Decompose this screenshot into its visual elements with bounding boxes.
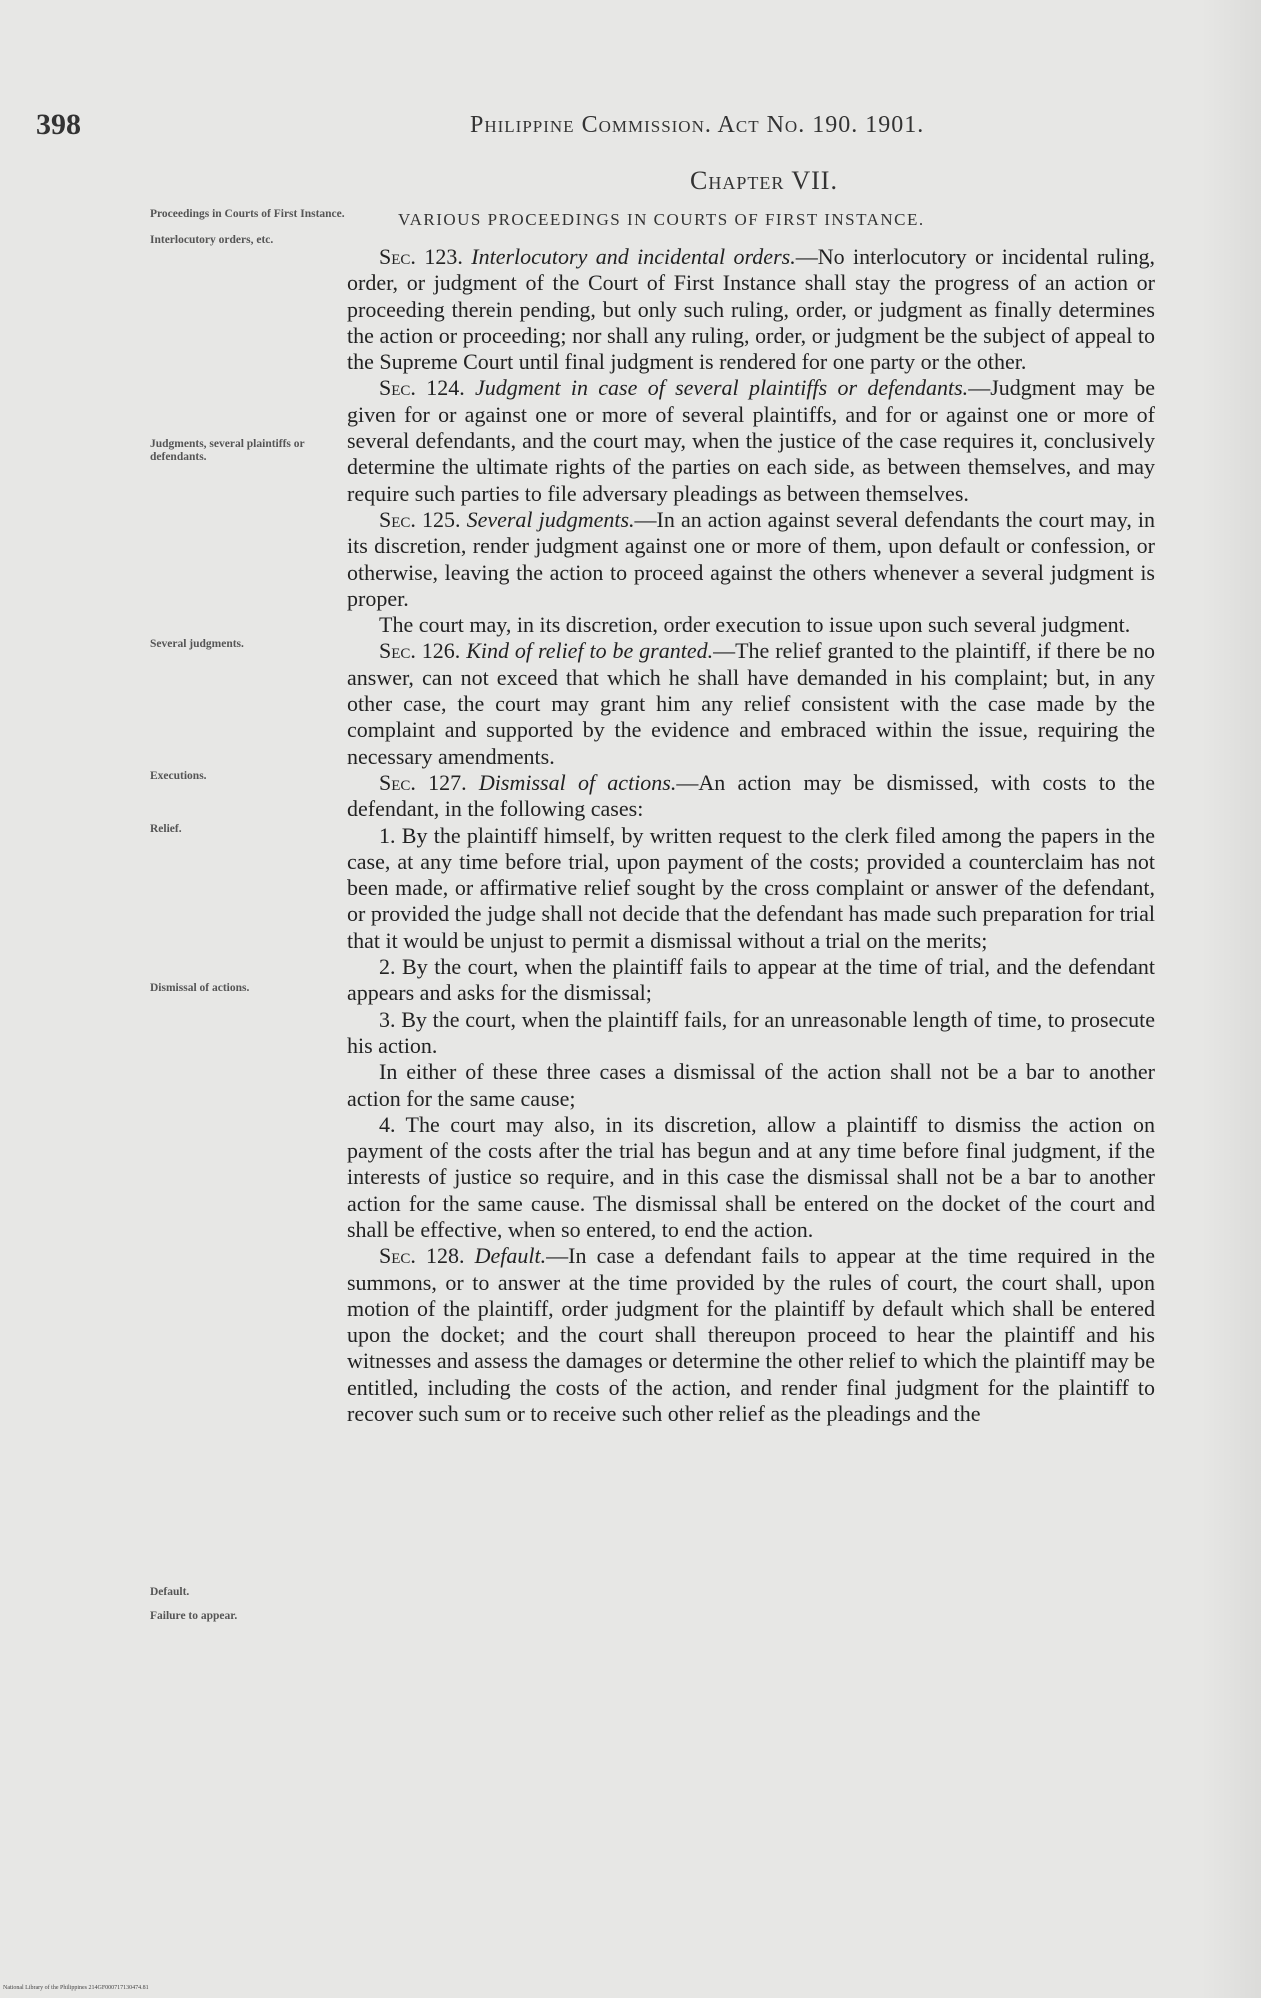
section-number: Sec. 127.: [379, 769, 467, 795]
executions-paragraph: The court may, in its discretion, order execution to issue upon such several judgment.: [379, 612, 1131, 638]
section-123: [347, 244, 1155, 375]
section-number: Sec. 125.: [379, 506, 461, 532]
section-number: Sec. 123.: [379, 244, 463, 269]
section-124: [347, 375, 1155, 506]
section-text: —In case a defendant fails to appear at the time required in the summons, or to answer at the time provided by the rules of court, the court shall, upon motion of the plaintiff, order judgment for the plaintiff by default which shall be entered upon the docket; and the court shall thereupon proceed to hear the plaintiff and his witnesses and assess the damages or determine the other relief to which the plaintiff may be entitled, including the costs of the action, and render final judgment for the plaintiff to recover such sum or to receive such other relief as the pleadings and the: [347, 1243, 1156, 1427]
section-title: Dismissal of actions.: [478, 769, 677, 795]
dismissal-clause-2: 2. By the court, when the plaintiff fails to appear at the time of trial, and the defendant appears and asks for the dismissal;: [347, 954, 1155, 1006]
section-text: —The relief granted to the plaintiff, if there be no answer, can not exceed that which he shall have demanded in his complaint; but, in any other case, the court may grant him any relief consistent with the case made by the complaint and supported by the evidence and embraced within the issue, requiring the necessary amendments.: [347, 638, 1155, 769]
section-title: Judgment in case of several plaintiffs or defendants.: [475, 375, 969, 401]
dismissal-clause-4: 4. The court may also, in its discretion, allow a plaintiff to dismiss the action on payment of the costs after the trial has begun and at any time before final judgment, if the interests of justice so require, and in this case the dismissal shall not be a bar to another action for the same cause. The dismissal shall be entered on the docket of the court and shall be effective, when so entered, to end the action.: [347, 1111, 1155, 1242]
section-125: [347, 507, 1155, 612]
chapter-title: VARIOUS PROCEEDINGS IN COURTS OF FIRST INSTANCE.: [398, 210, 925, 229]
section-title: Default.: [474, 1243, 547, 1269]
dismissal-either-clause: In either of these three cases a dismissal of the action shall not be a bar to another action for the same cause;: [347, 1059, 1155, 1111]
section-title: Interlocutory and incidental orders.: [471, 244, 796, 269]
dismissal-clause-1: 1. By the plaintiff himself, by written request to the clerk filed among the papers in the case, at any time before trial, upon payment of the costs; provided a counterclaim has not been made, or affirmative relief sought by the cross complaint or answer of the defendant, or provided the judge shall not decide that the defendant has made such preparation for trial that it would be unjust to permit a dismissal without a trial on the merits;: [347, 822, 1155, 953]
page-header: [0, 108, 1261, 148]
page-number: 398: [36, 108, 81, 141]
section-127: [347, 770, 1155, 823]
note-relief: Relief.: [150, 823, 182, 835]
scan-footer: National Library of the Philippines 214GF000717130474.81: [3, 1985, 149, 1991]
note-interlocutory: Interlocutory orders, etc.: [150, 234, 274, 246]
section-number: Sec. 126.: [379, 638, 461, 664]
note-judgments-several: Judgments, several plaintiffs or defendants.: [150, 438, 305, 463]
section-text: —An action may be dismissed, with costs to the defendant, in the following cases:: [347, 769, 1155, 822]
section-text: —No interlocutory or incidental ruling, order, or judgment of the Court of First Instance shall stay the progress of an action or proceeding therein pending, but only such ruling, order, or judgment as finally determines the action or proceeding; nor shall any ruling, order, or judgment be the subject of appeal to the Supreme Court until final judgment is rendered for one party or the other.: [347, 244, 1156, 375]
section-number: Sec. 128.: [379, 1243, 465, 1269]
note-several-judgments: Several judgments.: [150, 638, 244, 650]
section-128: [347, 1243, 1155, 1427]
running-head: Philippine Commission. Act No. 190. 1901.: [470, 112, 925, 138]
note-proceedings: Proceedings in Courts of First Instance.: [150, 208, 345, 220]
section-text: —Judgment may be given for or against one or more of several plaintiffs, and for or against one or more of several defendants, and the court may, when the justice of the case requires it, conclusively determine the ultimate rights of the parties on each side, as between themselves, and may require such parties to file adversary pleadings as between themselves.: [347, 375, 1155, 506]
dismissal-clause-3: 3. By the court, when the plaintiff fails, for an unreasonable length of time, to prosecute his action.: [347, 1006, 1155, 1058]
section-126: [347, 638, 1155, 769]
note-failure-to-appear: Failure to appear.: [150, 1610, 238, 1622]
chapter-heading: Chapter VII.: [690, 166, 838, 195]
body-text: [347, 244, 1155, 1427]
note-dismissal: Dismissal of actions.: [150, 982, 250, 994]
note-executions: Executions.: [150, 770, 207, 782]
page-edge-shadow: [1201, 0, 1261, 1998]
section-title: Several judgments.: [466, 506, 635, 532]
section-title: Kind of relief to be granted.: [466, 638, 714, 664]
note-default: Default.: [150, 1586, 190, 1598]
section-number: Sec. 124.: [379, 375, 465, 401]
section-text: —In an action against several defendants the court may, in its discretion, render judgment against one or more of them, upon default or confession, or otherwise, leaving the action to proceed against the others whenever a several judgment is proper.: [347, 506, 1156, 611]
